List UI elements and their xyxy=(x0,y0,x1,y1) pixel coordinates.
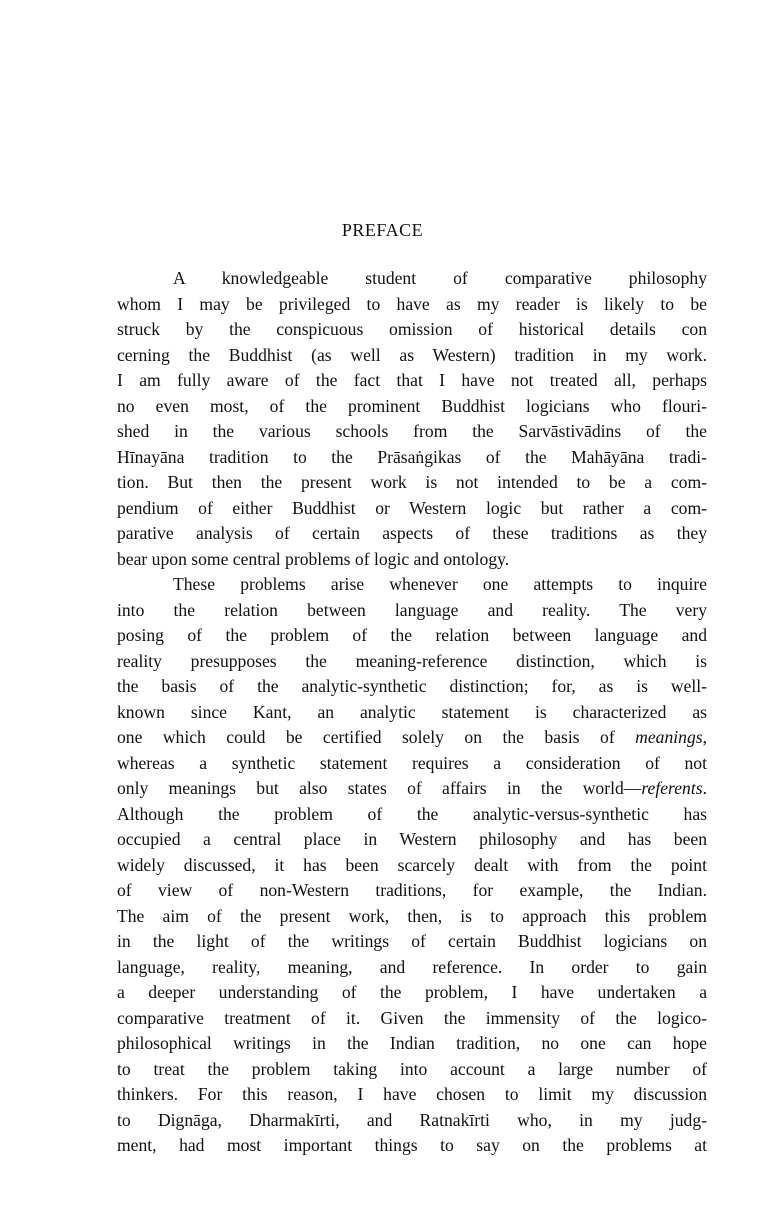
text-line: a deeper understanding of the problem, I have undertaken a xyxy=(117,982,707,1002)
text-line: no even most, of the prominent Buddhist logicians who flouri- xyxy=(117,395,707,416)
text-line: cerning the Buddhist (as well as Western) tradition in my work. xyxy=(117,344,707,365)
text-line: the basis of the analytic-synthetic distinction; for, as is well- xyxy=(117,676,707,696)
text-line: reality presupposes the meaning-reference distinction, which is xyxy=(117,650,707,671)
text-line: whom I may be privileged to have as my reader is likely to be xyxy=(117,293,707,314)
text-line: only meanings but also states of affairs in the world—referents. xyxy=(117,778,707,798)
text-line: into the relation between language and reality. The very xyxy=(117,599,707,620)
text-line: comparative treatment of it. Given the immensity of the logico- xyxy=(117,1007,707,1028)
text-line: Hīnayāna tradition to the Prāsaṅgikas of the Mahāyāna tradi- xyxy=(117,446,707,467)
text-line: of view of non-Western traditions, for example, the Indian. xyxy=(117,880,707,900)
text-line: one which could be certified solely on the basis of meanings, xyxy=(117,727,707,747)
text-line: widely discussed, it has been scarcely dealt with from the point xyxy=(117,854,707,875)
text-line: whereas a synthetic statement requires a consideration of not xyxy=(117,752,707,773)
text-line: occupied a central place in Western philosophy and has been xyxy=(117,829,707,849)
text-line: A knowledgeable student of comparative philosophy xyxy=(173,268,707,288)
text-line: in the light of the writings of certain Buddhist logicians on xyxy=(117,931,707,951)
text-line: tion. But then the present work is not intended to be a com- xyxy=(117,472,707,492)
text-line: Although the problem of the analytic-versus-synthetic has xyxy=(117,803,707,824)
text-line: I am fully aware of the fact that I have not treated all, perhaps xyxy=(117,370,707,390)
text-line: thinkers. For this reason, I have chosen to limit my discussion xyxy=(117,1084,707,1104)
paragraph-1 xyxy=(117,266,707,572)
text-line: parative analysis of certain aspects of these traditions as they xyxy=(117,523,707,543)
paragraph-2 xyxy=(117,572,707,1159)
text-line: known since Kant, an analytic statement is characterized as xyxy=(117,701,707,722)
text-line: shed in the various schools from the Sarvāstivādins of the xyxy=(117,421,707,441)
text-line: philosophical writings in the Indian tradition, no one can hope xyxy=(117,1033,707,1053)
body-text xyxy=(117,266,707,1159)
text-line: ment, had most important things to say on the problems at xyxy=(117,1135,707,1155)
text-line: to treat the problem taking into account a large number of xyxy=(117,1058,707,1079)
text-line: struck by the conspicuous omission of historical details con xyxy=(117,319,707,339)
text-line: The aim of the present work, then, is to approach this problem xyxy=(117,905,707,926)
text-line: posing of the problem of the relation between language and xyxy=(117,625,707,645)
text-line: to Dignāga, Dharmakīrti, and Ratnakīrti who, in my judg- xyxy=(117,1109,707,1130)
text-line: language, reality, meaning, and reference. In order to gain xyxy=(117,956,707,977)
text-line: pendium of either Buddhist or Western logic but rather a com- xyxy=(117,497,707,518)
text-line: These problems arise whenever one attempts to inquire xyxy=(173,574,707,594)
page-title: PREFACE xyxy=(341,220,424,240)
text-line: bear upon some central problems of logic and ontology. xyxy=(117,548,510,569)
